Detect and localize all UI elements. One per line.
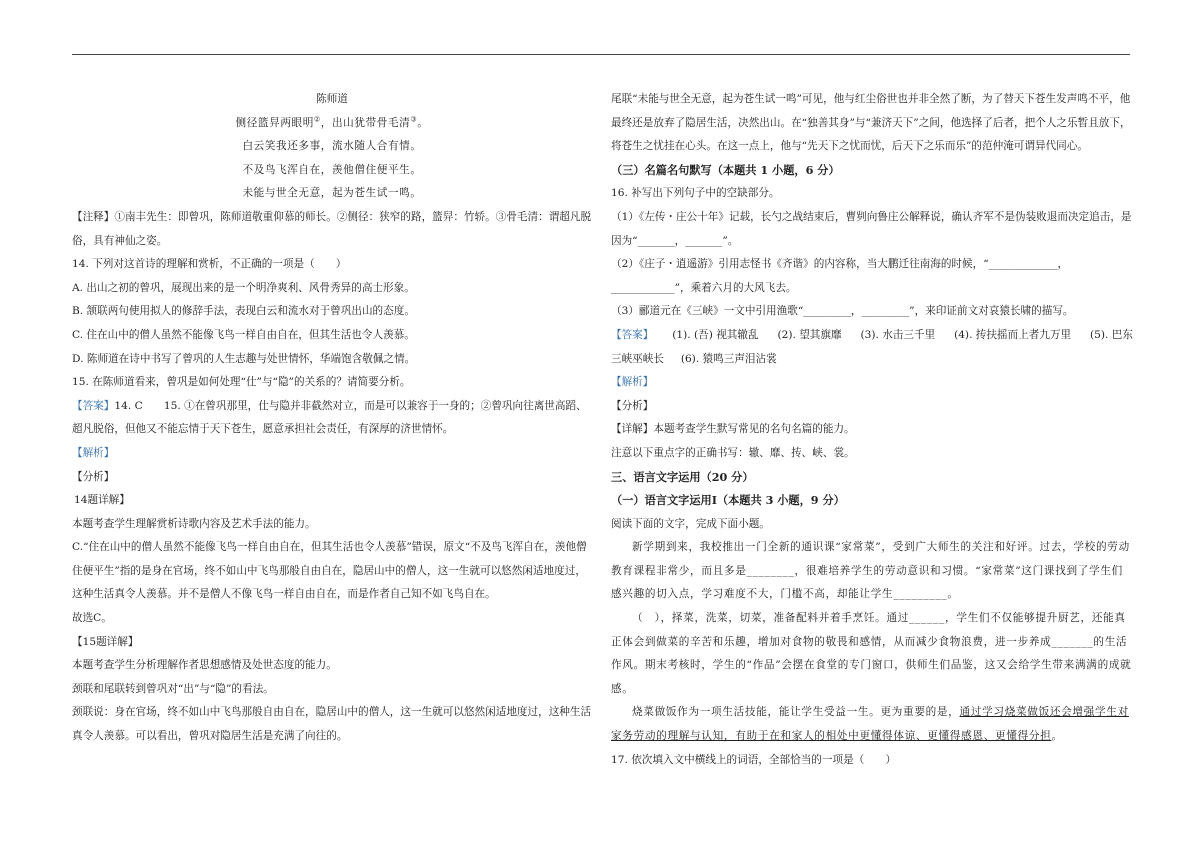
detail-16-note: 注意以下重点字的正确书写：辙、靡、抟、峡、裳。	[611, 446, 855, 459]
passage-paragraph-3: 烧菜做饭作为一项生活技能，能让学生受益一生。更为重要的是，通过学习烧菜做饭还会增强学生对家务劳动的理解与认知，有助于在和家人的相处中更懂得体谅、更懂得感恩、更懂得分担。	[611, 706, 1129, 743]
answer-16-row	[611, 324, 1133, 348]
poem-line-1: 侧径篮舁两眼明②，出山犹带骨毛清③。	[235, 115, 429, 129]
header-rule	[72, 54, 1130, 55]
question-17: 17. 依次填入文中横线上的词语，全部恰当的一项是（ ）	[611, 753, 897, 766]
question-16-2: （2）《庄子・逍遥游》引用志怪书《齐谐》的内容称，当大鹏迁往南海的时候，“_____________，____________”，乘着六月的大风飞去。	[611, 258, 1069, 294]
poem-line-3: 不及鸟飞浑自在，羡他僧住便平生。	[242, 163, 422, 176]
answer-16-1: (1). (吾) 视其辙乱	[672, 328, 759, 341]
poem-title: 陈师道	[316, 93, 348, 105]
option-d: D. 陈师道在诗中书写了曾巩的人生志趣与处世情怀，华端饱含敬佩之情。	[72, 352, 416, 365]
question-16-1: （1）《左传・庄公十年》记载，长勺之战结束后，曹刿向鲁庄公解释说，确认齐军不是伪装败退而决定追击，是因为“_______，_______”。	[611, 210, 1132, 247]
question-16: 16. 补写出下列句子中的空缺部分。	[611, 187, 780, 200]
poem-line-4: 未能与世全无意，起为苍生试一鸣。	[242, 187, 422, 200]
underlined-sentence: 通过学习烧菜做饭还会增强学生对家务劳动的理解与认知，有助于在和家人的相处中更懂得体谅、更懂得感恩、更懂得分担	[611, 706, 1129, 743]
section-heading-famous-lines: （三）名篇名句默写（本题共 1 小题，6 分）	[611, 162, 840, 177]
detail-14-line-3: 故选C。	[72, 612, 112, 625]
answer-16-3: (3). 水击三千里	[860, 328, 936, 341]
option-c: C. 住在山中的僧人虽然不能像飞鸟一样自由自在，但其生活也令人羡慕。	[72, 328, 415, 341]
tail-analysis: 尾联“未能与世全无意，起为苍生试一鸣”可见，他与红尘俗世也并非全然了断，为了替天下苍生发声鸣不平，他最终还是放弃了隐居生活，决然出山。在“独善其身”与“兼济天下”之间，他选择了后者，把个人之乐暂且放下，将苍生之忧挂在心头。在这一点上，他与“先天下之忧而忧，后天下之乐而乐”的范仲淹可谓异代同心。	[611, 93, 1131, 153]
detail-14-heading: 14题详解】	[74, 494, 130, 507]
answer-16-6: (6). 猿鸣三声泪沾裳	[680, 352, 777, 365]
answer-tag: 【答案】	[72, 399, 115, 412]
section-heading-language: 三、语言文字运用（20 分）	[611, 469, 754, 484]
option-a: A. 出山之初的曾巩，展现出来的是一个明净爽利、风骨秀异的高士形象。	[72, 281, 415, 294]
reading-instruction: 阅读下面的文字，完成下面小题。	[611, 517, 770, 530]
question-16-3: （3）郦道元在《三峡》一文中引用渔歌“_________，_________”，来印证前文对哀猿长啸的描写。	[611, 305, 1074, 318]
answer-16-5: (5). 巴东	[1090, 328, 1133, 341]
detail-15-line-1: 本题考查学生分析理解作者思想感情及处世态度的能力。	[72, 659, 337, 672]
option-b: B. 颔联两句使用拟人的修辞手法，表现白云和流水对于曾巩出山的态度。	[72, 305, 415, 318]
answer-16-4: (4). 抟扶摇而上者九万里	[954, 328, 1072, 341]
left-column	[72, 88, 592, 749]
detail-15-line-2: 颈联和尾联转到曾巩对“出”与“隐”的看法。	[72, 682, 274, 695]
subsection-heading-language-1: （一）语言文字运用Ⅰ（本题共 3 小题，9 分）	[611, 493, 845, 508]
detail-16: 【详解】本题考查学生默写常见的名句名篇的能力。	[611, 423, 855, 436]
question-15: 15. 在陈师道看来，曾巩是如何处理“仕”与“隐”的关系的？请简要分析。	[72, 376, 411, 389]
detail-14-line-1: 本题考查学生理解赏析诗歌内容及艺术手法的能力。	[72, 517, 316, 530]
answer-tag-16: 【答案】	[611, 328, 654, 341]
detail-15-heading: 【15题详解】	[72, 635, 139, 648]
passage-paragraph-2: （ ），择菜，洗菜，切菜，准备配料并着手烹饪。通过______，学生们不仅能够提升厨艺，还能真正体会到做菜的辛苦和乐趣，增加对食物的敬畏和感情，从而减少食物浪费，进一步养成_______的生活作风。期末考核时，学生的“作品”会摆在食堂的专门窗口，供师生们品鉴，这又会给学生带来满满的成就感。	[611, 612, 1132, 695]
jiexi-tag: 【解析】	[72, 446, 115, 459]
fenxi-tag-16: 【分析】	[611, 399, 654, 412]
question-14: 14. 下列对这首诗的理解和赏析，不正确的一项是（ ）	[72, 258, 347, 271]
poem-line-2: 白云笑我还多事，流水随人合有情。	[242, 140, 422, 153]
right-column	[611, 88, 1133, 772]
detail-15-line-3: 颈联说：身在官场，终不如山中飞鸟那般自由自在，隐居山中的僧人，这一生就可以悠然闲适地度过，这种生活真令人羡慕。可以看出，曾巩对隐居生活是充满了向往的。	[72, 706, 592, 743]
answer-16-row-2: 三峡巫峡长 (6). 猿鸣三声泪沾裳	[611, 352, 777, 365]
detail-14-line-2: C.“住在山中的僧人虽然不能像飞鸟一样自由自在，但其生活也令人羡慕”错误，原文“不及鸟飞浑自在，羡他僧住便平生”指的是身在官场，终不如山中飞鸟那般自由自在，隐居山中的僧人，这一生就可以悠然闲适地度过，这种生活真令人羡慕。并不是僧人不像飞鸟一样自由自在，而是作者自己知不如飞鸟自在。	[72, 541, 587, 601]
jiexi-tag-16: 【解析】	[611, 376, 654, 389]
poem-notes: 【注释】①南丰先生：即曾巩，陈师道敬重仰慕的师长。②侧径：狭窄的路，篮舁：竹轿。③骨毛清：谓超凡脱俗，具有神仙之姿。	[72, 210, 592, 247]
fenxi-tag: 【分析】	[72, 470, 115, 483]
answer-block: 【答案】14. C 15. ①在曾巩那里，仕与隐并非截然对立，而是可以兼容于一身的；②曾巩向往离世高蹈、超凡脱俗，但他又不能忘情于天下苍生，愿意承担社会责任，有深厚的济世情怀。	[72, 399, 587, 436]
passage-paragraph-1: 新学期到来，我校推出一门全新的通识课“家常菜”，受到广大师生的关注和好评。过去，学校的劳动教育课程非常少，而且多是________，很难培养学生的劳动意识和习惯。“家常菜”这门课找到了学生们感兴趣的切入点，学习难度不大，门槛不高，却能让学生_________。	[611, 541, 1130, 601]
answer-16-2: (2). 望其旗靡	[777, 328, 842, 341]
